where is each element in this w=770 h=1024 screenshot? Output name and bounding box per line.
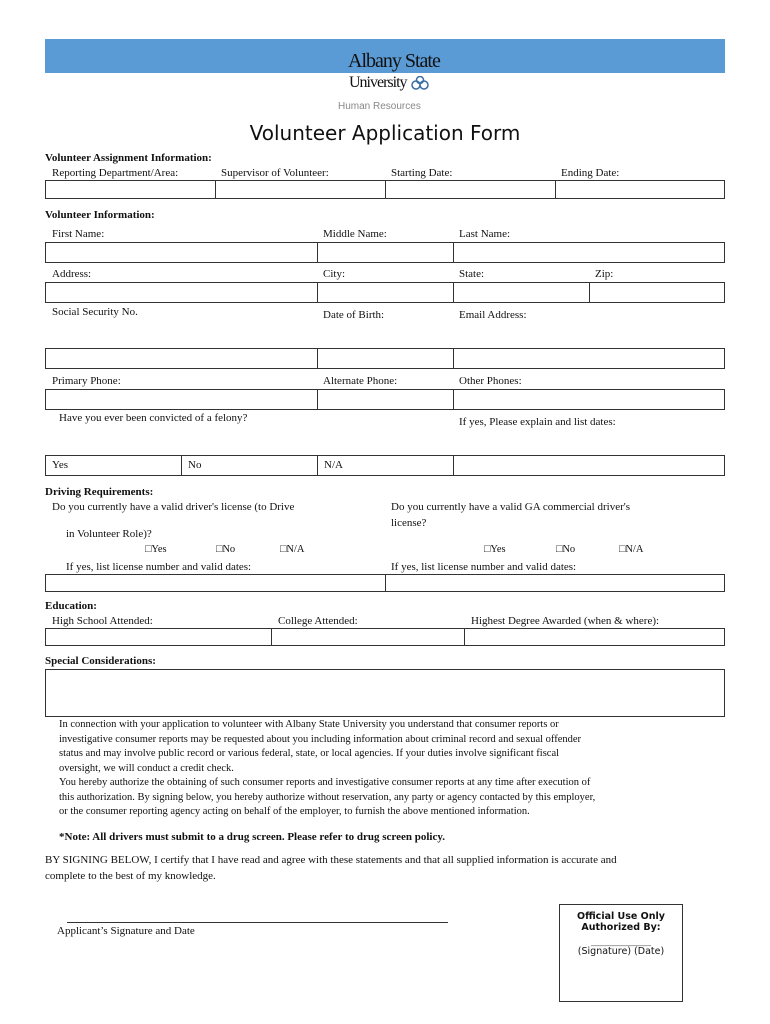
dob-field[interactable] [318,349,454,368]
felony-explain-field[interactable] [454,456,724,475]
label-other-phones: Other Phones: [459,375,522,387]
checkbox-icon: □ [556,544,563,555]
label-alternate-phone: Alternate Phone: [323,375,398,387]
license-question-line2: in Volunteer Role)? [66,528,152,540]
cdl-list-label: If yes, list license number and valid dates: [391,561,577,573]
signature-line[interactable] [67,922,448,923]
label-zip: Zip: [595,268,614,280]
driving-heading: Driving Requirements: [45,486,154,498]
middle-name-field[interactable] [318,243,454,262]
official-use-label: Official Use Only [577,911,665,922]
special-considerations-field[interactable] [45,669,725,717]
felony-explain-label: If yes, Please explain and list dates: [459,416,616,428]
first-name-field[interactable] [46,243,318,262]
label-highest-degree: Highest Degree Awarded (when & where): [471,615,660,627]
volunteer-heading: Volunteer Information: [45,209,155,221]
consent-paragraph [59,718,729,820]
label-ending-date: Ending Date: [561,167,620,179]
cdl-question-line2: license? [391,517,427,529]
assignment-fields [45,180,725,199]
license-no-checkbox[interactable]: □No [216,544,236,555]
felony-no-option[interactable]: No [182,456,318,475]
highest-degree-field[interactable] [465,629,724,645]
label-starting-date: Starting Date: [391,167,453,179]
consent-line: oversight, we will conduct a credit check. [59,762,234,774]
address-field[interactable] [46,283,318,302]
other-phones-field[interactable] [454,390,724,409]
primary-phone-field[interactable] [46,390,318,409]
label-ssn: Social Security No. [52,306,138,318]
label-primary-phone: Primary Phone: [52,375,121,387]
ending-date-field[interactable] [556,181,724,198]
logo-text-line2: University [349,74,430,92]
official-signature-line[interactable]: _______________ [591,937,651,946]
certification-text [45,852,735,884]
college-field[interactable] [272,629,465,645]
license-question-line1: Do you currently have a valid driver's license (to Drive [52,501,295,513]
address-fields [45,282,725,303]
reporting-dept-field[interactable] [46,181,216,198]
license-number-field[interactable] [46,575,386,591]
checkbox-icon: □ [619,544,626,555]
supervisor-field[interactable] [216,181,386,198]
consent-line: In connection with your application to volunteer with Albany State University you understand that consumer reports or [59,719,559,730]
starting-date-field[interactable] [386,181,556,198]
felony-fields [45,455,725,476]
applicant-signature-label: Applicant’s Signature and Date [57,925,195,937]
education-heading: Education: [45,600,97,612]
felony-na-option[interactable]: N/A [318,456,454,475]
authorized-by-label: Authorized By: [581,922,661,933]
consent-line: this authorization. By signing below, you hereby authorize without reservation, any party or agency contacted by this employer, [59,791,596,803]
cdl-no-checkbox[interactable]: □No [556,544,576,555]
name-fields [45,242,725,263]
felony-question: Have you ever been convicted of a felony? [59,412,248,424]
zip-field[interactable] [590,283,724,302]
label-supervisor: Supervisor of Volunteer: [221,167,329,179]
department-label: Human Resources [338,101,421,112]
cdl-number-field[interactable] [386,575,724,591]
label-city: City: [323,268,346,280]
cdl-na-checkbox[interactable]: □N/A [619,544,644,555]
city-field[interactable] [318,283,454,302]
checkbox-icon: □ [145,544,152,555]
cdl-yes-checkbox[interactable]: □Yes [484,544,506,555]
special-heading: Special Considerations: [45,655,156,667]
checkbox-icon: □ [216,544,223,555]
certification-line: complete to the best of my knowledge. [45,870,216,882]
official-signature-date-label: (Signature) (Date) [577,946,665,957]
assignment-heading: Volunteer Assignment Information: [45,152,212,164]
label-high-school: High School Attended: [52,615,153,627]
alternate-phone-field[interactable] [318,390,454,409]
label-reporting-dept: Reporting Department/Area: [52,167,179,179]
label-state: State: [459,268,485,280]
phone-fields [45,389,725,410]
label-email: Email Address: [459,309,527,321]
ssn-field[interactable] [46,349,318,368]
label-middle-name: Middle Name: [323,228,387,240]
checkbox-icon: □ [484,544,491,555]
page-title: Volunteer Application Form [249,121,521,145]
official-use-box [559,904,683,1002]
felony-yes-option[interactable]: Yes [46,456,182,475]
label-dob: Date of Birth: [323,309,385,321]
license-list-label: If yes, list license number and valid dates: [66,561,252,573]
consent-line: status and may involve public record or various federal, state, or local agencies. If your duties involve significant fiscal [59,748,560,759]
state-field[interactable] [454,283,590,302]
label-last-name: Last Name: [459,228,511,240]
last-name-field[interactable] [454,243,724,262]
label-college: College Attended: [278,615,358,627]
license-na-checkbox[interactable]: □N/A [280,544,305,555]
ssn-fields [45,348,725,369]
drug-screen-note: *Note: All drivers must submit to a drug screen. Please refer to drug screen policy. [59,831,445,843]
license-yes-checkbox[interactable]: □Yes [145,544,167,555]
checkbox-icon: □ [280,544,287,555]
education-fields [45,628,725,646]
university-logo-icon [410,76,430,90]
high-school-field[interactable] [46,629,272,645]
consent-line: You hereby authorize the obtaining of such consumer reports and investigative consumer reports at any time after execution of [59,777,591,788]
label-first-name: First Name: [52,228,105,240]
email-field[interactable] [454,349,724,368]
cdl-question-line1: Do you currently have a valid GA commercial driver's [391,501,631,513]
logo-text-line1: Albany State [348,50,440,72]
consent-line: or the consumer reporting agency acting on behalf of the employer, to furnish the above mentioned information. [59,806,530,817]
license-fields [45,574,725,592]
label-address: Address: [52,268,92,280]
consent-line: investigative consumer reports may be requested about you including information about criminal record and sexual offender [59,733,582,745]
certification-line: BY SIGNING BELOW, I certify that I have read and agree with these statements and that all supplied information is accurate and [45,854,617,866]
